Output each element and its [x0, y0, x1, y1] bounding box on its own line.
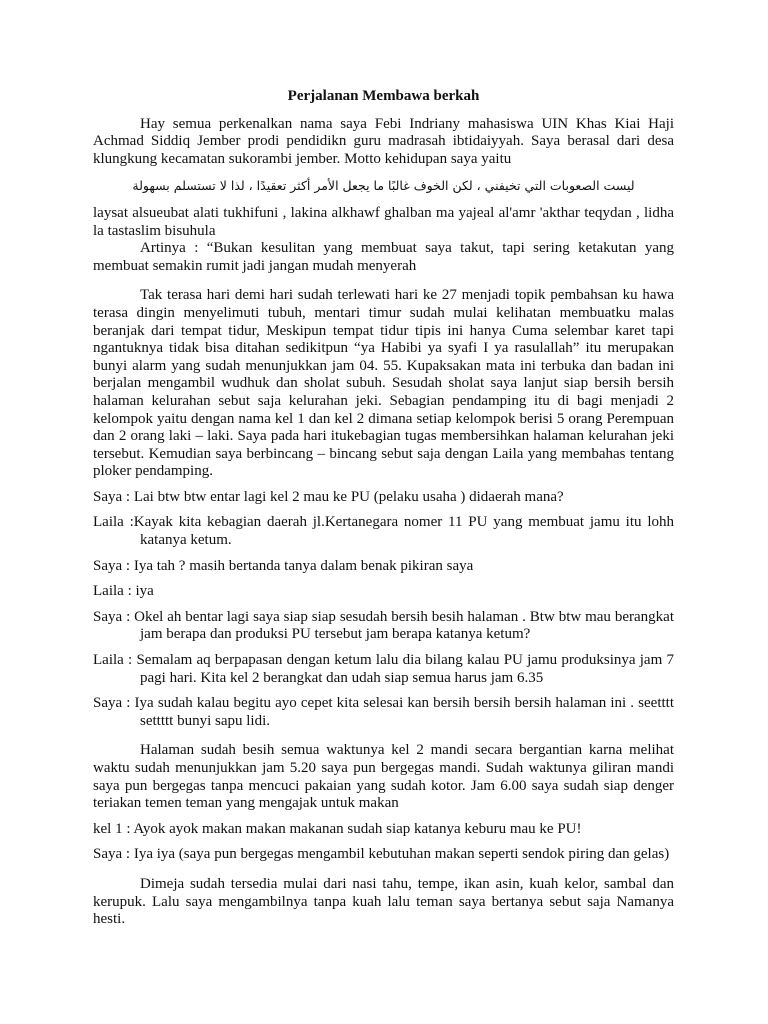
document-body	[93, 88, 674, 929]
motto-arabic: ليست الصعوبات التي تخيفني ، لكن الخوف غالبًا ما يجعل الأمر أكثر تعقيدًا ، لذا لا تستسلم بسهولة	[132, 178, 635, 194]
dialogue-line: Laila :Kayak kita kebagian daerah jl.Kertanegara nomer 11 PU yang membuat jamu itu lohh katanya ketum.	[93, 514, 674, 549]
dialogue-line: Laila : Semalam aq berpapasan dengan ketum lalu dia bilang kalau PU jamu produksinya jam 7 pagi hari. Kita kel 2 berangkat dan udah siap semua harus jam 6.35	[93, 652, 674, 686]
document-title: Perjalanan Membawa berkah	[287, 88, 480, 104]
intro-paragraph: Hay semua perkenalkan nama saya Febi Indriany mahasiswa UIN Khas Kiai Haji Achmad Siddiq Jember prodi pendidikn guru madrasah ibtidaiyyah. Saya berasal dari desa klungkung kecamatan sukorambi jember. Motto kehidupan saya yaitu	[93, 115, 674, 167]
dialogue-line: Saya : Iya tah ? masih bertanda tanya dalam benak pikiran saya	[93, 557, 474, 574]
dialogue-line: Laila : iya	[93, 583, 154, 600]
story-paragraph-1: Tak terasa hari demi hari sudah terlewati hari ke 27 menjadi topik pembahsan ku hawa terasa dingin menyelimuti tubuh, mentari timur sudah mulai kelihatan membuatku malas beranjak dari tempat tidur, Meskipun tempat tidur tipis ini hanya Cuma selembar karet tapi ngantuknya tidak bisa ditahan sedikitpun “ya Habibi ya syafi I ya rasulallah” itu merupakan bunyi alarm yang sudah menunjukkan jam 04. 55. Kupaksakan mata ini terbuka dan badan ini berjalan mengambil wudhuk dan sholat subuh. Sesudah sholat saya lanjut siap bersih bersih halaman kelurahan sebut saja kelurahan jeki. Sebagian pendamping itu di bagi menjadi 2 kelompok yaitu dengan nama kel 1 dan kel 2 dimana setiap kelompok berisi 5 orang Perempuan dan 2 orang laki – laki. Saya pada hari itukebagian tugas membersihkan halaman kelurahan jeki tersebut. Kemudian saya berbincang – bincang sebut saja dengan Laila yang membahas tentang ploker pendamping.	[93, 287, 674, 480]
dialogue-line: kel 1 : Ayok ayok makan makan makanan sudah siap katanya keburu mau ke PU!	[93, 820, 582, 837]
motto-transliteration: laysat alsueubat alati tukhifuni , lakina alkhawf ghalban ma yajeal al'amr 'akthar teqydan , lidha la tastaslim bisuhula	[93, 204, 674, 239]
dialogue-line: Saya : Okel ah bentar lagi saya siap siap sesudah bersih besih halaman . Btw btw mau berangkat jam berapa dan produksi PU tersebut jam berapa katanya ketum?	[93, 608, 674, 643]
dialogue-line: Saya : Lai btw btw entar lagi kel 2 mau ke PU (pelaku usaha ) didaerah mana?	[93, 488, 564, 505]
story-paragraph-2: Halaman sudah besih semua waktunya kel 2 mandi secara bergantian karna melihat waktu sudah menunjukkan jam 5.20 saya pun bergegas mandi. Sudah waktunya giliran mandi saya pun bergegas tanpa mencuci pakaian yang sudah kotor. Jam 6.00 saya sudah siap denger teriakan temen teman yang mengajak untuk makan	[93, 742, 674, 812]
story-paragraph-3: Dimeja sudah tersedia mulai dari nasi tahu, tempe, ikan asin, kuah kelor, sambal dan kerupuk. Lalu saya mengambilnya tanpa kuah lalu teman saya bertanya sebut saja Namanya hesti.	[93, 875, 674, 928]
motto-meaning: Artinya : “Bukan kesulitan yang membuat saya takut, tapi sering ketakutan yang membuat semakin rumit jadi jangan mudah menyerah	[93, 240, 674, 274]
dialogue-line: Saya : Iya iya (saya pun bergegas mengambil kebutuhan makan seperti sendok piring dan gelas)	[93, 846, 670, 863]
dialogue-line: Saya : Iya sudah kalau begitu ayo cepet kita selesai kan bersih bersih bersih halaman ini . seetttt settttt bunyi sapu lidi.	[93, 695, 674, 729]
